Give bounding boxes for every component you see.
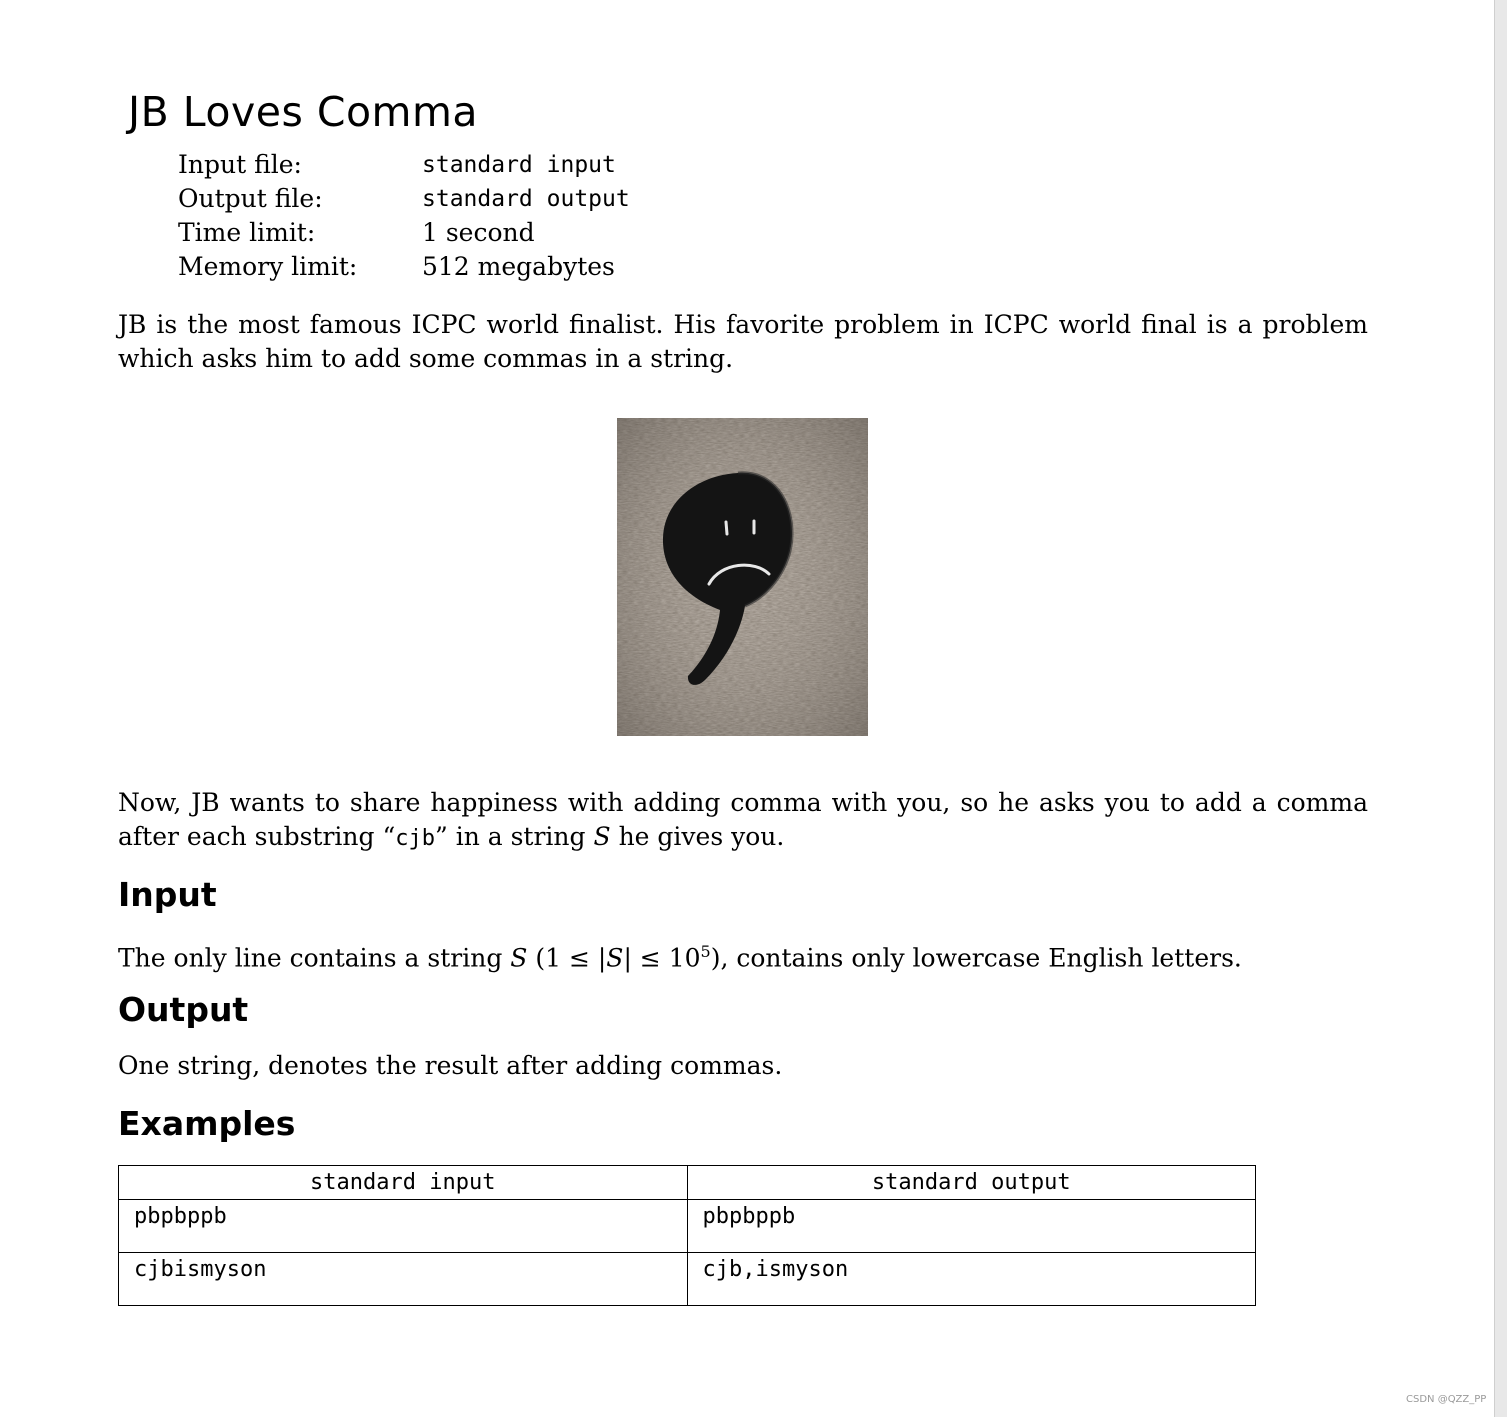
task-text: he gives you.	[610, 822, 785, 851]
example-input[interactable]: pbpbppb	[119, 1200, 688, 1253]
meta-label: Output file:	[178, 184, 323, 213]
task-var: S	[593, 822, 611, 851]
right-scrollbar[interactable]	[1494, 0, 1507, 1417]
output-paragraph: One string, denotes the result after adding commas.	[118, 1051, 783, 1080]
table-row	[119, 1253, 1256, 1306]
meta-value: 1 second	[422, 218, 535, 247]
meta-value: 512 megabytes	[422, 252, 615, 281]
watermark: CSDN @QZZ_PP	[1406, 1394, 1487, 1405]
meta-label: Input file:	[178, 150, 302, 179]
input-var: S	[510, 943, 528, 973]
input-text: (1 ≤ |	[527, 943, 607, 973]
task-text: Now, JB wants to share happiness with adding comma with you, so he asks you to add a comma after each substring “	[118, 788, 1368, 851]
meta-row-memory-limit	[178, 250, 698, 284]
input-exponent: 5	[700, 942, 711, 961]
input-text: ), contains only lowercase English letters.	[710, 943, 1242, 973]
output-heading: Output	[118, 990, 249, 1029]
problem-title: JB Loves Comma	[128, 88, 479, 136]
table-header-row	[119, 1166, 1256, 1200]
input-paragraph	[118, 935, 1368, 975]
task-text: ” in a string	[434, 822, 594, 851]
meta-label: Memory limit:	[178, 252, 358, 281]
meta-value: standard input	[422, 152, 616, 178]
problem-meta	[178, 148, 698, 284]
input-heading: Input	[118, 875, 217, 914]
crocheted-comma-photo	[617, 418, 868, 736]
meta-row-output-file	[178, 182, 698, 216]
input-var: S	[606, 943, 624, 973]
input-text: | ≤ 10	[623, 943, 701, 973]
table-header-input: standard input	[119, 1166, 688, 1200]
input-text: The only line contains a string	[118, 943, 511, 973]
examples-heading: Examples	[118, 1104, 296, 1143]
task-paragraph	[118, 786, 1368, 856]
meta-row-input-file	[178, 148, 698, 182]
table-row	[119, 1200, 1256, 1253]
example-output[interactable]: cjb,ismyson	[687, 1253, 1256, 1306]
intro-paragraph: JB is the most famous ICPC world finalist. His favorite problem in ICPC world final is a problem which asks him to add some commas in a string.	[118, 310, 1368, 373]
example-input[interactable]: cjbismyson	[119, 1253, 688, 1306]
table-header-output: standard output	[687, 1166, 1256, 1200]
example-output[interactable]: pbpbppb	[687, 1200, 1256, 1253]
examples-table	[118, 1165, 1256, 1306]
meta-row-time-limit	[178, 216, 698, 250]
task-code: cjb	[395, 826, 435, 851]
meta-value: standard output	[422, 186, 630, 212]
meta-label: Time limit:	[178, 218, 316, 247]
